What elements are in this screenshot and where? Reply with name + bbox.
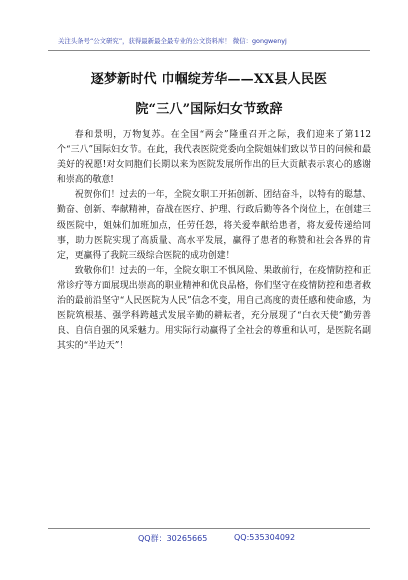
paragraph: 祝贺你们！过去的一年，全院女职工开拓创新、团结奋斗，以特有的聪慧、勤奋、创新、奉献精神，奋战在医疗、护理、行政后勤等各个岗位上，在创建三级医院中，姐妹们加班加点，任劳任怨，将关爱奉献给患者，将友爱传递给同事，助力医院实现了高质量、高水平发展，赢得了患者的称赞和社会各界的肯定，更赢得了我院三级综合医院的成功创建！ [57, 190, 371, 261]
paragraph: 致敬你们！过去的一年，全院女职工不惧风险、果敢前行，在疫情防控和正常诊疗等方面展现出崇高的职业精神和优良品格，你们坚守在疫情防控和患者救治的最前沿坚守“人民医院为人民”信念不变，用自己高度的责任感和使命感，为医院筑根基、强学科跨越式发展辛勤的耕耘者，充分展现了“白衣天使”勤劳善良、自信自强的风采魅力。用实际行动赢得了全社会的尊重和认可，是医院名副其实的“半边天”！ [57, 265, 371, 352]
header-divider [48, 50, 370, 51]
document-body [57, 128, 371, 354]
qq-group-text: QQ群：30265665 [138, 534, 208, 543]
paragraph: 春和景明，万物复苏。在全国“两会”隆重召开之际，我们迎来了第112个“三八”国际妇女节。在此，我代表医院党委向全院姐妹们致以节日的问候和最美好的祝愿!对女同胞们长期以来为医院发展所作出的巨大贡献表示衷心的感谢和崇高的敬意! [57, 130, 371, 186]
qq-text: QQ:535304092 [234, 533, 296, 542]
header-banner: 关注头条号“公文研究”，获得最新最全最专业的公文资料库！ 微信：gongwenyj [58, 37, 287, 45]
document-title-line2: 院“三八”国际妇女节致辞 [135, 102, 283, 117]
document-title-line1: 逐梦新时代 巾帼绽芳华——XX县人民医 [90, 72, 328, 87]
footer-divider [48, 528, 370, 529]
